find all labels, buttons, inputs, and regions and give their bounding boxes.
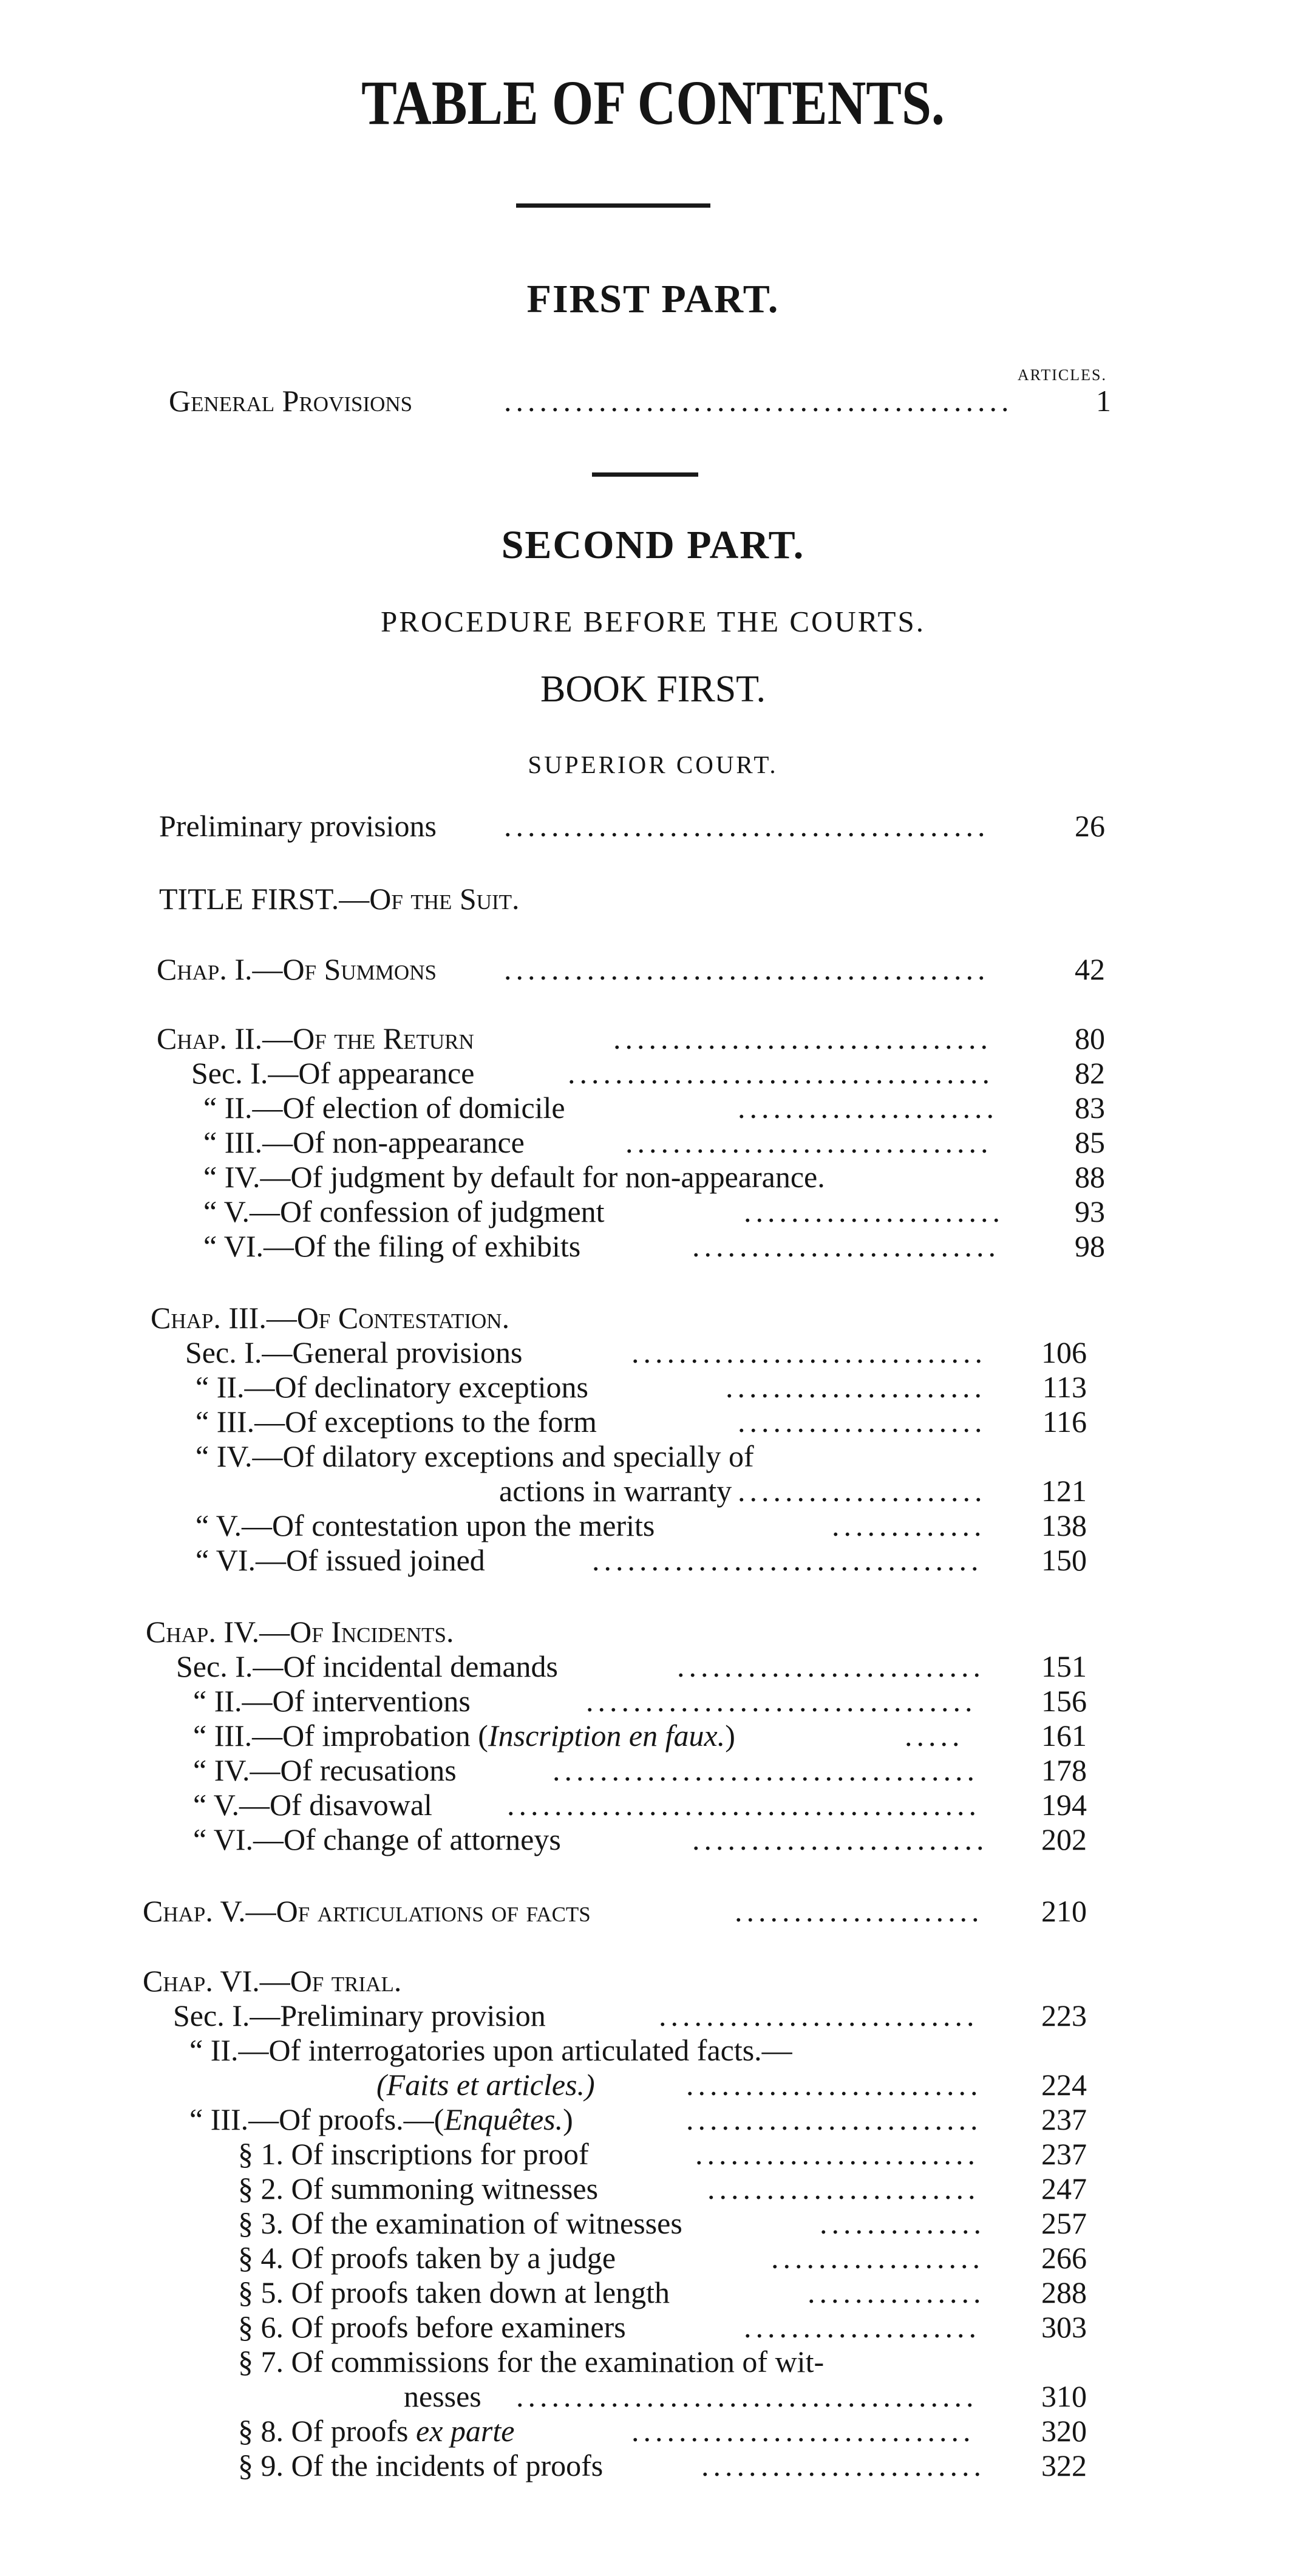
section-entry: “ III.—Of exceptions to the form <box>196 1405 597 1439</box>
leader-dots: ............. <box>832 1508 986 1542</box>
page-title: TABLE OF CONTENTS. <box>361 69 945 138</box>
paragraph-entry: § 7. Of commissions for the examination of wit- <box>238 2345 825 2379</box>
section-entry: “ VI.—Of change of attorneys <box>193 1822 561 1856</box>
section-entry: “ IV.—Of dilatory exceptions and specially of <box>196 1439 754 1473</box>
court-heading: SUPERIOR COURT. <box>528 751 778 779</box>
toc-entry-label: Preliminary provisions <box>159 809 437 843</box>
section-page: 138 <box>1041 1508 1087 1542</box>
procedure-subtitle: PROCEDURE BEFORE THE COURTS. <box>381 605 925 638</box>
leader-dots: ......................................... <box>504 809 990 843</box>
title-divider <box>516 203 710 208</box>
paragraph-page: 237 <box>1041 2137 1087 2171</box>
leader-dots: ...................... <box>738 1091 998 1125</box>
leader-dots: ............................... <box>625 1125 993 1159</box>
leader-dots: ......................... <box>692 1822 988 1856</box>
leader-dots: ...................... <box>744 1194 1004 1228</box>
paragraph-entry: § 3. Of the examination of witnesses <box>238 2206 682 2240</box>
paragraph-page: 310 <box>1041 2379 1087 2413</box>
leader-dots: .................................... <box>568 1056 994 1090</box>
paragraph-entry: § 5. Of proofs taken down at length <box>238 2275 670 2309</box>
section-page: 121 <box>1041 1474 1087 1508</box>
section-page: 98 <box>1075 1229 1105 1263</box>
leader-dots: ........................................... <box>504 384 1013 418</box>
section-page: 202 <box>1041 1822 1087 1856</box>
second-part-heading: SECOND PART. <box>501 523 805 567</box>
section-entry: “ III.—Of improbation (Inscription en faux.) <box>193 1719 735 1753</box>
section-page: 116 <box>1042 1405 1087 1439</box>
part-divider <box>592 472 698 477</box>
book-heading: BOOK FIRST. <box>540 669 766 710</box>
section-entry: “ IV.—Of judgment by default for non-appearance. <box>203 1160 825 1194</box>
section-entry: “ VI.—Of issued joined <box>196 1543 485 1577</box>
leader-dots: ......................................... <box>504 952 990 986</box>
leader-dots: ................................. <box>586 1684 977 1718</box>
chapter-page: 210 <box>1041 1894 1087 1928</box>
paragraph-entry: § 6. Of proofs before examiners <box>238 2310 626 2344</box>
leader-dots: ................................ <box>613 1021 992 1055</box>
general-provisions-label: General Provisions <box>169 384 413 418</box>
chapter-heading: Chap. IV.—Of Incidents. <box>146 1615 454 1649</box>
section-entry: “ V.—Of confession of judgment <box>203 1194 605 1228</box>
section-page: 83 <box>1075 1091 1105 1125</box>
paragraph-page: 303 <box>1041 2310 1087 2344</box>
section-page: 223 <box>1041 1998 1087 2033</box>
section-page: 224 <box>1041 2068 1087 2102</box>
paragraph-entry: § 4. Of proofs taken by a judge <box>238 2241 616 2275</box>
leader-dots: ......................... <box>686 2068 982 2102</box>
section-entry: “ V.—Of disavowal <box>193 1788 432 1822</box>
section-page: 85 <box>1075 1125 1105 1159</box>
chapter-heading: Chap. I.—Of Summons <box>157 952 437 986</box>
paragraph-continuation: nesses <box>404 2379 481 2413</box>
section-page: 161 <box>1041 1719 1087 1753</box>
articles-label: ARTICLES. <box>1017 366 1107 384</box>
leader-dots: ............................. <box>631 2414 975 2448</box>
paragraph-page: 288 <box>1041 2275 1087 2309</box>
section-entry: “ III.—Of non-appearance <box>203 1125 525 1159</box>
paragraph-page: 322 <box>1041 2448 1087 2482</box>
section-entry: “ II.—Of declinatory exceptions <box>196 1370 588 1404</box>
leader-dots: .................. <box>771 2241 984 2275</box>
section-page: 93 <box>1075 1194 1105 1228</box>
section-entry: “ II.—Of interrogatories upon articulated facts.— <box>189 2033 792 2067</box>
section-page: 194 <box>1041 1788 1087 1822</box>
paragraph-entry: § 2. Of summoning witnesses <box>238 2172 599 2206</box>
section-page: 113 <box>1042 1370 1087 1404</box>
leader-dots: ..................... <box>738 1405 987 1439</box>
section-entry: Sec. I.—General provisions <box>185 1335 523 1369</box>
section-page: 82 <box>1075 1056 1105 1090</box>
section-page: 178 <box>1041 1753 1087 1787</box>
chapter-page: 80 <box>1075 1021 1105 1055</box>
chapter-heading: Chap. V.—Of articulations of facts <box>143 1894 591 1928</box>
leader-dots: ........................................ <box>507 1788 981 1822</box>
section-entry: “ VI.—Of the filing of exhibits <box>203 1229 581 1263</box>
section-page: 150 <box>1041 1543 1087 1577</box>
chapter-heading: Chap. III.—Of Contestation. <box>151 1301 510 1335</box>
leader-dots: ........................ <box>701 2448 985 2482</box>
leader-dots: ............... <box>808 2275 985 2309</box>
section-page: 106 <box>1041 1335 1087 1369</box>
paragraph-entry: § 1. Of inscriptions for proof <box>238 2137 589 2171</box>
section-page: 237 <box>1041 2102 1087 2136</box>
general-provisions-page: 1 <box>1096 384 1111 418</box>
first-part-heading: FIRST PART. <box>526 277 780 321</box>
leader-dots: ....................................... <box>516 2379 978 2413</box>
title-first-heading: TITLE FIRST.—Of the Suit. <box>159 882 520 916</box>
leader-dots: ..................... <box>735 1894 984 1928</box>
leader-dots: .......................... <box>692 1229 1000 1263</box>
leader-dots: .......................... <box>677 1649 985 1683</box>
leader-dots: ..... <box>905 1719 964 1753</box>
chapter-heading: Chap. VI.—Of trial. <box>143 1964 402 1998</box>
leader-dots: .................................... <box>553 1753 979 1787</box>
section-entry: Sec. I.—Of incidental demands <box>176 1649 558 1683</box>
leader-dots: ........................ <box>695 2137 979 2171</box>
section-entry: “ II.—Of election of domicile <box>203 1091 565 1125</box>
section-page: 156 <box>1041 1684 1087 1718</box>
section-entry: “ III.—Of proofs.—(Enquêtes.) <box>189 2102 573 2136</box>
leader-dots: ...................... <box>726 1370 986 1404</box>
paragraph-entry: § 8. Of proofs ex parte <box>238 2414 515 2448</box>
leader-dots: ................................. <box>592 1543 983 1577</box>
section-entry: “ V.—Of contestation upon the merits <box>196 1508 655 1542</box>
paragraph-page: 320 <box>1041 2414 1087 2448</box>
paragraph-entry: § 9. Of the incidents of proofs <box>238 2448 604 2482</box>
section-entry: Sec. I.—Of appearance <box>191 1056 475 1090</box>
leader-dots: .............................. <box>631 1335 987 1369</box>
section-page: 88 <box>1075 1160 1105 1194</box>
toc-entry-page: 26 <box>1075 809 1105 843</box>
paragraph-page: 247 <box>1041 2172 1087 2206</box>
section-continuation: actions in warranty <box>499 1474 732 1508</box>
leader-dots: ....................... <box>707 2172 980 2206</box>
paragraph-page: 266 <box>1041 2241 1087 2275</box>
leader-dots: ..................... <box>738 1474 987 1508</box>
section-continuation: (Faits et articles.) <box>376 2068 595 2102</box>
section-entry: “ II.—Of interventions <box>193 1684 471 1718</box>
section-entry: “ IV.—Of recusations <box>193 1753 457 1787</box>
leader-dots: .................... <box>744 2310 981 2344</box>
leader-dots: ......................... <box>686 2102 982 2136</box>
section-page: 151 <box>1041 1649 1087 1683</box>
paragraph-page: 257 <box>1041 2206 1087 2240</box>
chapter-page: 42 <box>1075 952 1105 986</box>
chapter-heading: Chap. II.—Of the Return <box>157 1021 474 1055</box>
leader-dots: .............. <box>820 2206 985 2240</box>
section-entry: Sec. I.—Preliminary provision <box>173 1998 546 2033</box>
leader-dots: ........................... <box>659 1998 979 2033</box>
